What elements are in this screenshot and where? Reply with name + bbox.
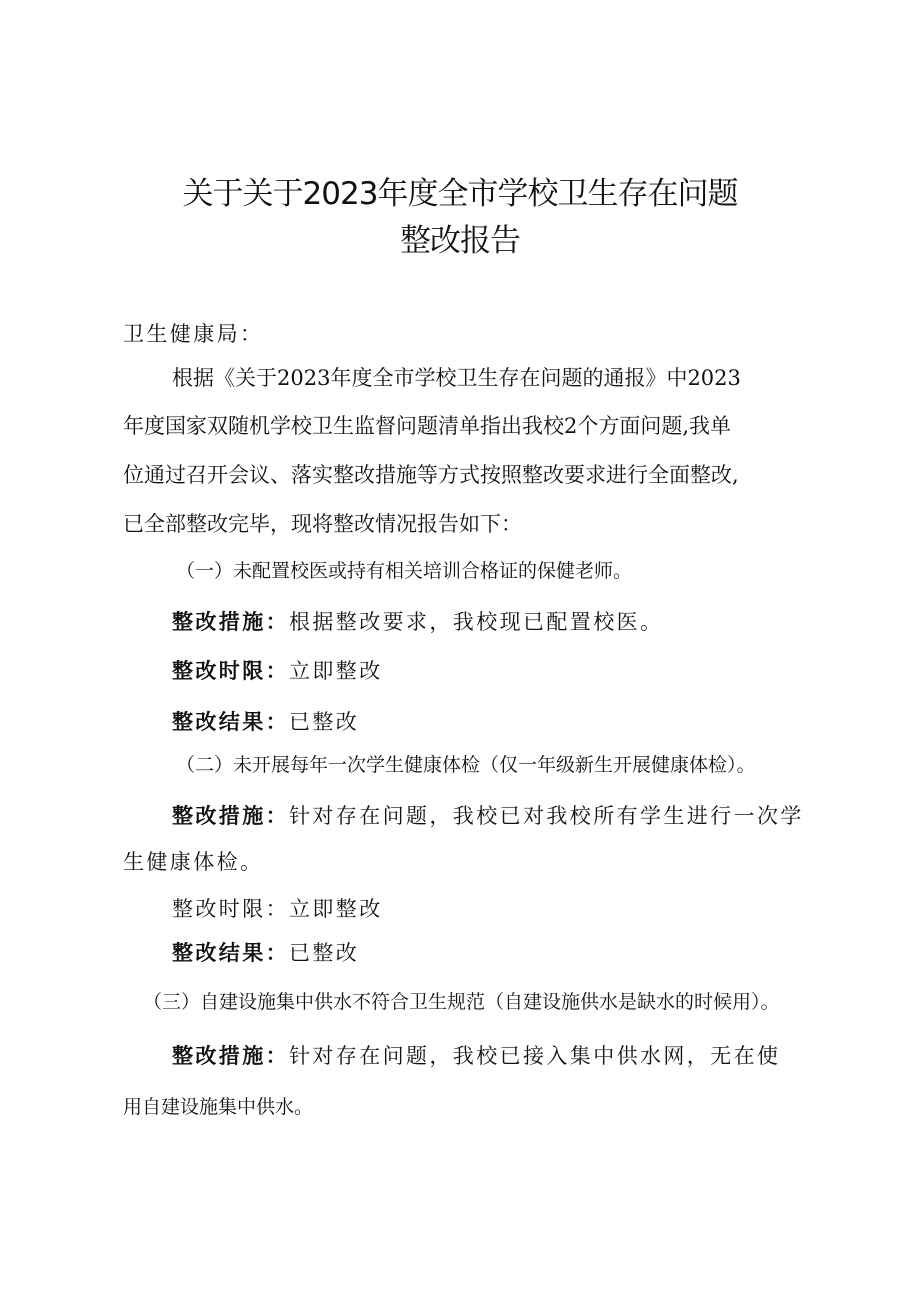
measure-text: 针对存在问题，我校已对我校所有学生进行一次学: [289, 804, 804, 828]
result-text: 已整改: [289, 710, 360, 734]
result-row-1: [172, 706, 359, 736]
measure-row-1: [172, 606, 663, 636]
deadline-text: 立即整改: [289, 659, 383, 683]
issue-heading-2: （二）未开展每年一次学生健康体检（仅一年级新生开展健康体检）。: [176, 754, 756, 776]
result-label: 整改结果：: [172, 940, 289, 965]
measure-label: 整改措施：: [172, 609, 289, 634]
measure-row-2: [172, 800, 804, 830]
document-title-line-1: 关于关于2023年度全市学校卫生存在问题: [182, 176, 738, 212]
measure-row-3: [172, 1040, 780, 1070]
result-label: 整改结果：: [172, 709, 289, 734]
salutation: 卫生健康局：: [123, 322, 264, 346]
document-title-line-2: 整改报告: [400, 223, 520, 259]
measure-text: 针对存在问题，我校已接入集中供水网，无在使: [289, 1044, 781, 1068]
intro-paragraph-line: 年度国家双随机学校卫生监督问题清单指出我校2个方面问题,我单: [123, 414, 732, 438]
intro-paragraph-line: 已全部整改完毕，现将整改情况报告如下：: [123, 512, 522, 536]
measure-continuation-3: 用自建设施集中供水。: [123, 1096, 314, 1118]
issue-heading-3: （三）自建设施集中供水不符合卫生规范（自建设施供水是缺水的时候用）。: [143, 991, 780, 1013]
measure-continuation-2: 生健康体检。: [123, 850, 264, 874]
measure-label: 整改措施：: [172, 1043, 289, 1068]
measure-label: 整改措施：: [172, 803, 289, 828]
deadline-row-1: [172, 655, 383, 685]
result-text: 已整改: [289, 941, 360, 965]
result-row-2: [172, 937, 359, 967]
intro-paragraph-line: 位通过召开会议、落实整改措施等方式按照整改要求进行全面整改,: [123, 463, 739, 487]
issue-heading-1: （一）未配置校医或持有相关培训合格证的保健老师。: [176, 560, 633, 582]
deadline-row-2: 整改时限：立即整改: [172, 897, 383, 921]
measure-text: 根据整改要求，我校现已配置校医。: [289, 610, 664, 634]
intro-paragraph-line: 根据《关于2023年度全市学校卫生存在问题的通报》中2023: [172, 366, 741, 390]
deadline-label: 整改时限：: [172, 658, 289, 683]
